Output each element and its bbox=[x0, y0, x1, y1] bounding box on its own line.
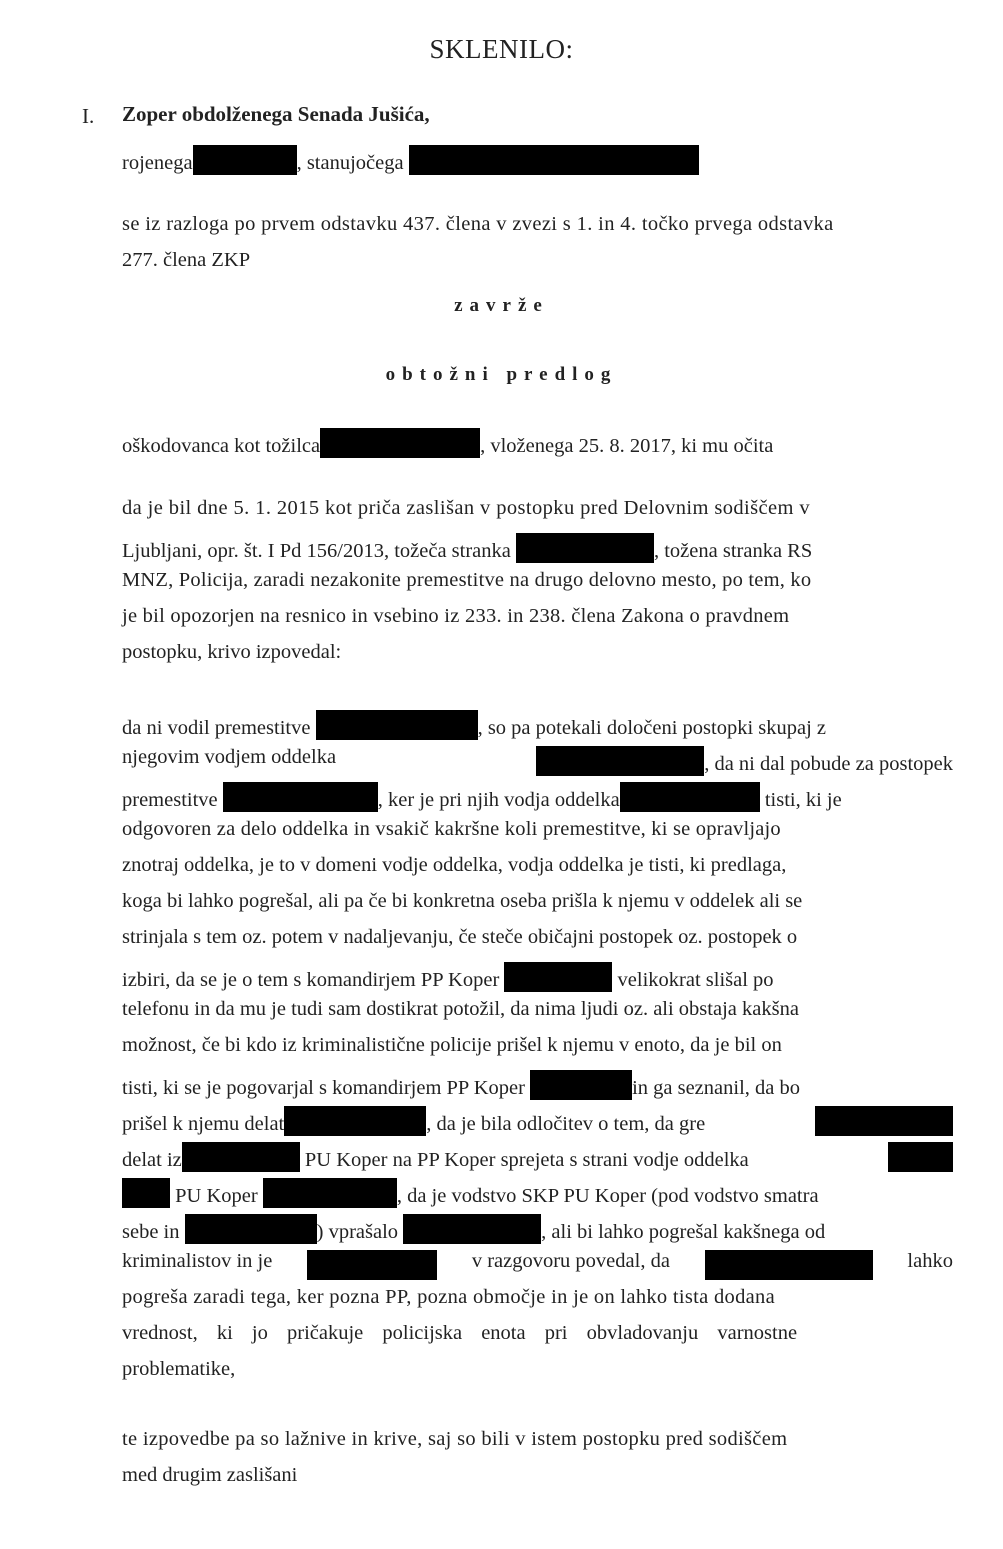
redaction bbox=[263, 1178, 397, 1208]
p2-line: vrednost, ki jo pričakuje policijska enota pri obvladovanju varnostne bbox=[122, 1322, 798, 1344]
p1-line: da je bil dne 5. 1. 2015 kot priča zaslišan v postopku pred Delovnim sodiščem v bbox=[122, 497, 811, 519]
text: , ker je pri njih vodja oddelka bbox=[377, 789, 620, 811]
plaintiff-label: oškodovanca kot tožilca bbox=[122, 435, 321, 457]
defendant-heading: Zoper obdolženega Senada Jušića, bbox=[122, 102, 430, 126]
p2-line: možnost, če bi kdo iz kriminalistične policije prišel k njemu v enoto, da je bil on bbox=[122, 1034, 782, 1056]
text: ) vprašalo bbox=[316, 1221, 399, 1243]
text: delat iz bbox=[122, 1149, 182, 1171]
redaction bbox=[815, 1106, 953, 1136]
text: in ga seznanil, da bo bbox=[632, 1077, 800, 1099]
redaction bbox=[122, 1178, 170, 1208]
defendant-details bbox=[122, 145, 953, 175]
text: kriminalistov in je bbox=[122, 1250, 273, 1272]
page-title: SKLENILO: bbox=[429, 34, 574, 64]
p2-line bbox=[122, 1070, 953, 1100]
text: prišel k njemu delat bbox=[122, 1113, 285, 1135]
p3-line: te izpovedbe pa so lažnive in krive, saj so bili v istem postopku pred sodiščem bbox=[122, 1428, 788, 1450]
text: , da ni dal pobude za postopek bbox=[704, 753, 953, 775]
p1-line: MNZ, Policija, zaradi nezakonite premestitve na drugo delovno mesto, po tem, ko bbox=[122, 569, 812, 591]
p2-line bbox=[122, 962, 953, 992]
redaction bbox=[530, 1070, 632, 1100]
section-number: I. bbox=[82, 104, 95, 128]
redaction bbox=[182, 1142, 300, 1172]
p2-line bbox=[122, 1106, 953, 1136]
redaction bbox=[536, 746, 704, 776]
p2-line: telefonu in da mu je tudi sam dostikrat potožil, da nima ljudi oz. ali obstaja kakšna bbox=[122, 998, 799, 1020]
verdict-object: obtožni predlog bbox=[385, 364, 618, 385]
plaintiff-filed: , vloženega 25. 8. 2017, ki mu očita bbox=[480, 435, 774, 457]
redaction bbox=[516, 533, 654, 563]
p2-line: pogreša zaradi tega, ker pozna PP, pozna območje in je on lahko tista dodana bbox=[122, 1286, 775, 1308]
redaction bbox=[193, 145, 297, 175]
text: premestitve bbox=[122, 789, 218, 811]
text: v razgovoru povedal, da bbox=[471, 1250, 670, 1272]
redaction bbox=[320, 428, 480, 458]
text: tisti, ki je bbox=[764, 789, 842, 811]
redaction bbox=[185, 1214, 317, 1244]
p2-line bbox=[122, 782, 953, 812]
p2-line bbox=[122, 1214, 953, 1244]
text: se iz razloga po prvem odstavku 437. člena v zvezi s 1. in 4. točko prvega odstavka bbox=[122, 213, 834, 235]
text: da ni vodil premestitve bbox=[122, 717, 311, 739]
p2-line bbox=[122, 746, 953, 776]
text: , tožena stranka RS bbox=[653, 540, 813, 562]
born-label: rojenega bbox=[122, 152, 193, 174]
text: , da je vodstvo SKP PU Koper (pod vodstvo smatra bbox=[396, 1185, 819, 1207]
text: velikokrat slišal po bbox=[617, 969, 774, 991]
p2-line bbox=[122, 710, 953, 740]
redaction bbox=[888, 1142, 953, 1172]
redaction bbox=[403, 1214, 541, 1244]
text: sebe in bbox=[122, 1221, 180, 1243]
reason-line-1 bbox=[122, 213, 953, 236]
text: PU Koper bbox=[175, 1185, 258, 1207]
p2-line bbox=[122, 1178, 953, 1208]
text: izbiri, da se je o tem s komandirjem PP Koper bbox=[122, 969, 500, 991]
p2-line: odgovoren za delo oddelka in vsakič kakršne koli premestitve, ki se opravljajo bbox=[122, 818, 781, 840]
p2-line: znotraj oddelka, je to v domeni vodje oddelka, vodja oddelka je tisti, ki predlaga, bbox=[122, 854, 787, 876]
p2-line: strinjala s tem oz. potem v nadaljevanju, če steče običajni postopek oz. postopek o bbox=[122, 926, 798, 948]
p1-line: postopku, krivo izpovedal: bbox=[122, 641, 342, 663]
redaction bbox=[307, 1250, 437, 1280]
p2-line: koga bi lahko pogrešal, ali pa če bi konkretna oseba prišla k njemu v oddelek ali se bbox=[122, 890, 803, 912]
redaction bbox=[223, 782, 378, 812]
text: , so pa potekali določeni postopki skupaj z bbox=[477, 717, 827, 739]
redaction bbox=[409, 145, 699, 175]
text: , da je bila odločitev o tem, da gre bbox=[426, 1113, 706, 1135]
p2-line: problematike, bbox=[122, 1358, 236, 1380]
redaction bbox=[284, 1106, 426, 1136]
verdict-word: zavrže bbox=[454, 295, 549, 316]
text: tisti, ki se je pogovarjal s komandirjem PP Koper bbox=[122, 1077, 525, 1099]
text: PU Koper na PP Koper sprejeta s strani vodje oddelka bbox=[304, 1149, 749, 1171]
text: njegovim vodjem oddelka bbox=[122, 746, 337, 768]
redaction bbox=[620, 782, 760, 812]
p3-line: med drugim zaslišani bbox=[122, 1464, 298, 1486]
reason-line-2: 277. člena ZKP bbox=[122, 249, 251, 271]
residing-label: , stanujočega bbox=[296, 152, 404, 174]
text: lahko bbox=[907, 1250, 953, 1272]
p1-line bbox=[122, 533, 953, 563]
redaction bbox=[504, 962, 612, 992]
redaction bbox=[705, 1250, 873, 1280]
text: , ali bi lahko pogrešal kakšnega od bbox=[541, 1221, 826, 1243]
text: Ljubljani, opr. št. I Pd 156/2013, tožeča stranka bbox=[122, 540, 511, 562]
p1-line: je bil opozorjen na resnico in vsebino iz 233. in 238. člena Zakona o pravdnem bbox=[122, 605, 790, 627]
redaction bbox=[316, 710, 478, 740]
plaintiff-line bbox=[122, 428, 953, 458]
p2-line bbox=[122, 1250, 953, 1280]
p2-line bbox=[122, 1142, 953, 1172]
